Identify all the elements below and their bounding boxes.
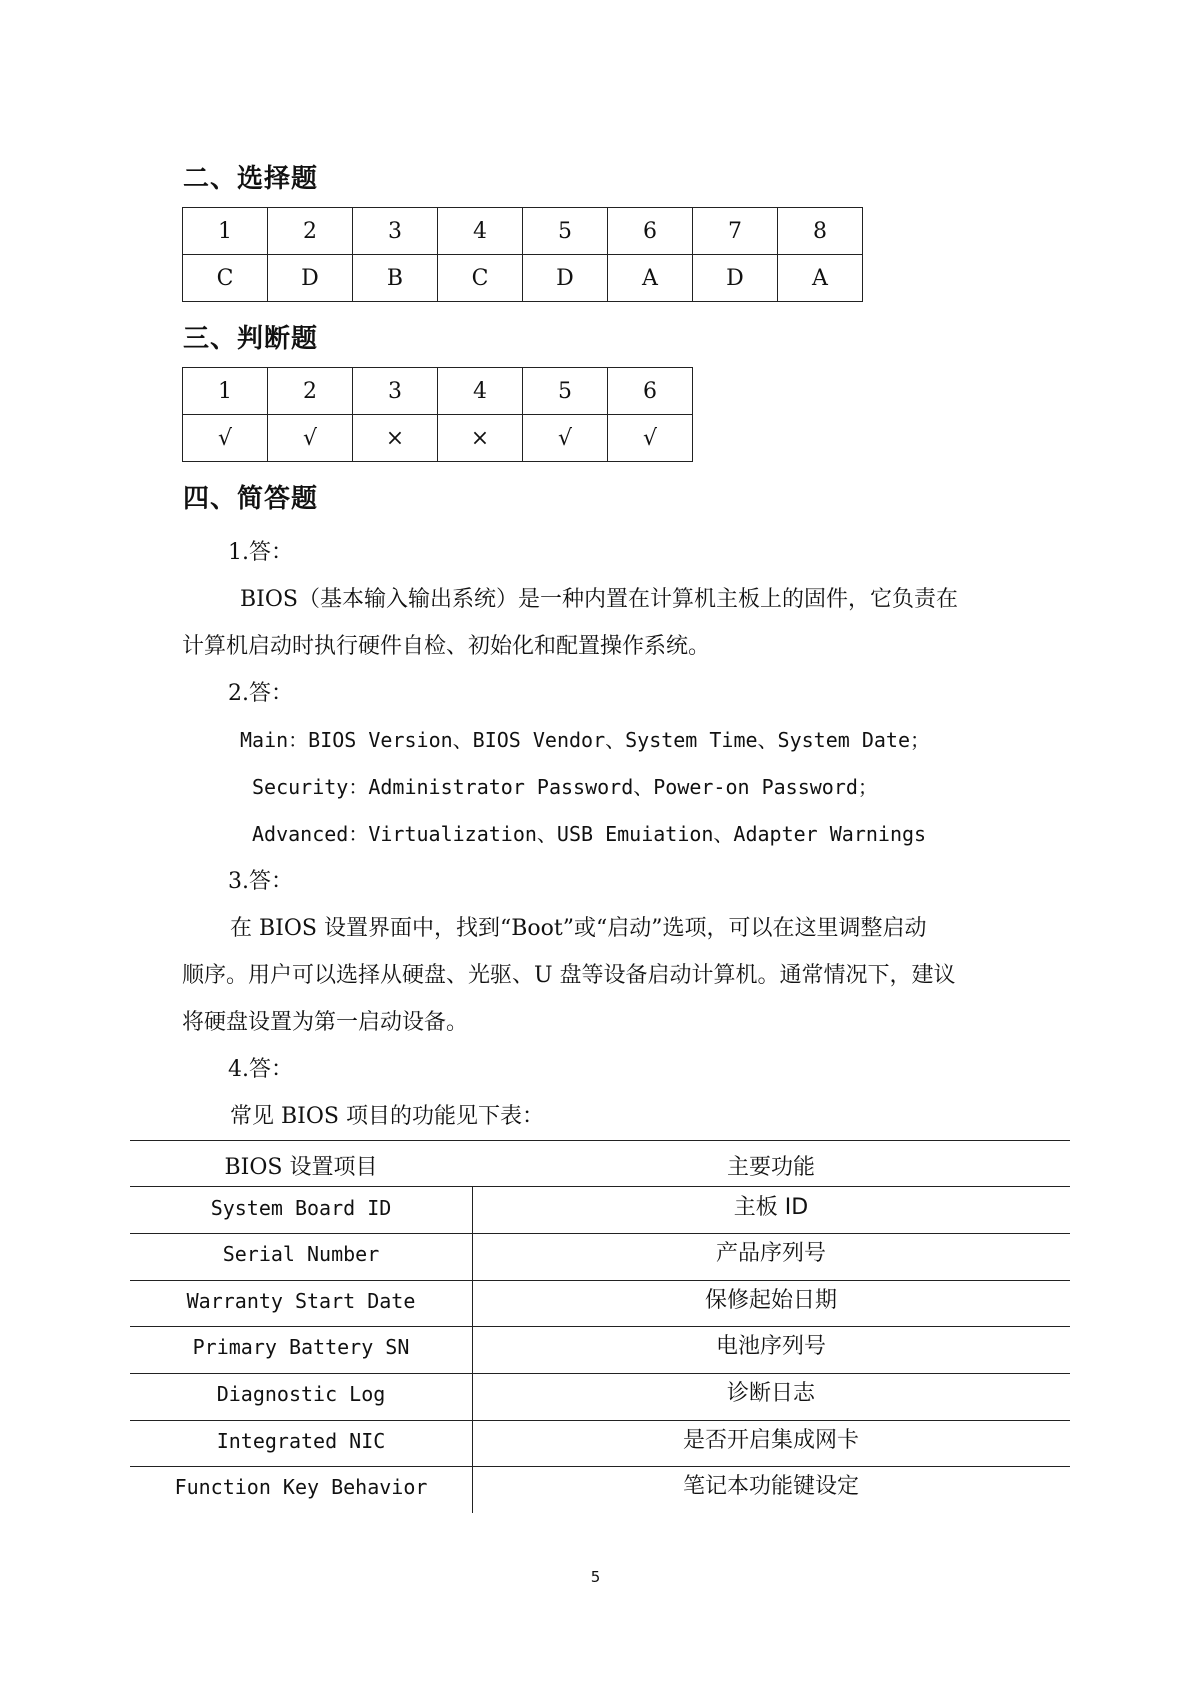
table-cell: 电池序列号	[715, 1334, 826, 1359]
table-cell: 2	[268, 368, 353, 415]
table-cell: 产品序列号	[715, 1241, 826, 1266]
table-cell: 笔记本功能键设定	[682, 1474, 859, 1499]
table-rule	[130, 1466, 1070, 1467]
answer-2-line-2: Security：Administrator Password、Power-on Password；	[252, 775, 878, 799]
table-cell: Function Key Behavior	[174, 1475, 428, 1499]
answer-label-4: 4.答：	[228, 1057, 293, 1082]
table-row	[183, 368, 693, 415]
table-cell: C	[183, 255, 268, 302]
table-cell: ×	[438, 415, 523, 462]
answer-4-intro: 常见 BIOS 项目的功能见下表：	[230, 1104, 544, 1129]
table-cell: √	[268, 415, 353, 462]
answer-3-line-1: 在 BIOS 设置界面中，找到“Boot”或“启动”选项，可以在这里调整启动	[230, 916, 927, 941]
table-rule	[130, 1373, 1070, 1374]
table-cell: 6	[608, 368, 693, 415]
table-cell: 8	[778, 208, 863, 255]
table-cell: 1	[183, 208, 268, 255]
table-rule	[130, 1326, 1070, 1327]
table-header: 主要功能	[726, 1155, 815, 1180]
table-rule	[130, 1233, 1070, 1234]
judge-answer-table	[182, 367, 693, 462]
table-cell: √	[523, 415, 608, 462]
table-cell: 5	[523, 208, 608, 255]
table-cell: C	[438, 255, 523, 302]
table-cell: 4	[438, 208, 523, 255]
answer-1-line-2: 计算机启动时执行硬件自检、初始化和配置操作系统。	[182, 634, 711, 659]
table-rule	[130, 1140, 1070, 1141]
table-row	[183, 415, 693, 462]
table-cell: √	[183, 415, 268, 462]
table-header: BIOS 设置项目	[224, 1155, 378, 1180]
answer-3-line-2: 顺序。用户可以选择从硬盘、光驱、U 盘等设备启动计算机。通常情况下，建议	[182, 963, 956, 988]
section-heading-choice: 二、选择题	[183, 164, 319, 194]
table-cell: 2	[268, 208, 353, 255]
table-rule	[130, 1186, 1070, 1187]
answer-1-line-1: BIOS（基本输入输出系统）是一种内置在计算机主板上的固件，它负责在	[240, 587, 958, 612]
table-cell: Primary Battery SN	[192, 1335, 410, 1359]
table-cell: B	[353, 255, 438, 302]
table-row	[183, 255, 863, 302]
table-cell: Diagnostic Log	[216, 1382, 386, 1406]
table-row	[183, 208, 863, 255]
table-cell: System Board ID	[210, 1196, 392, 1220]
answer-2-line-1: Main：BIOS Version、BIOS Vendor、System Time、System Date；	[240, 728, 931, 752]
section-heading-judge: 三、判断题	[183, 324, 319, 354]
table-cell: 4	[438, 368, 523, 415]
table-cell: 6	[608, 208, 693, 255]
page-number: 5	[590, 1568, 601, 1586]
answer-label-3: 3.答：	[228, 869, 293, 894]
choice-answer-table	[182, 207, 863, 302]
table-cell: Integrated NIC	[216, 1429, 386, 1453]
table-cell: A	[778, 255, 863, 302]
answer-label-1: 1.答：	[228, 540, 293, 565]
table-cell: Warranty Start Date	[186, 1289, 416, 1313]
table-cell: D	[693, 255, 778, 302]
table-cell: 3	[353, 368, 438, 415]
answer-label-2: 2.答：	[228, 681, 293, 706]
answer-2-line-3: Advanced：Virtualization、USB Emuiation、Adapter Warnings	[252, 822, 927, 846]
table-cell: D	[523, 255, 608, 302]
table-cell: √	[608, 415, 693, 462]
table-cell: D	[268, 255, 353, 302]
table-cell: 保修起始日期	[704, 1288, 837, 1313]
table-cell: 1	[183, 368, 268, 415]
table-cell: 5	[523, 368, 608, 415]
table-rule	[130, 1280, 1070, 1281]
table-cell: ×	[353, 415, 438, 462]
table-cell: 7	[693, 208, 778, 255]
table-cell: Serial Number	[222, 1242, 380, 1266]
table-cell: 是否开启集成网卡	[682, 1428, 859, 1453]
answer-3-line-3: 将硬盘设置为第一启动设备。	[182, 1010, 469, 1035]
table-cell: 主板 ID	[733, 1195, 809, 1220]
table-cell: 3	[353, 208, 438, 255]
section-heading-short: 四、简答题	[183, 484, 319, 514]
table-cell: 诊断日志	[726, 1381, 815, 1406]
table-rule	[130, 1420, 1070, 1421]
table-cell: A	[608, 255, 693, 302]
